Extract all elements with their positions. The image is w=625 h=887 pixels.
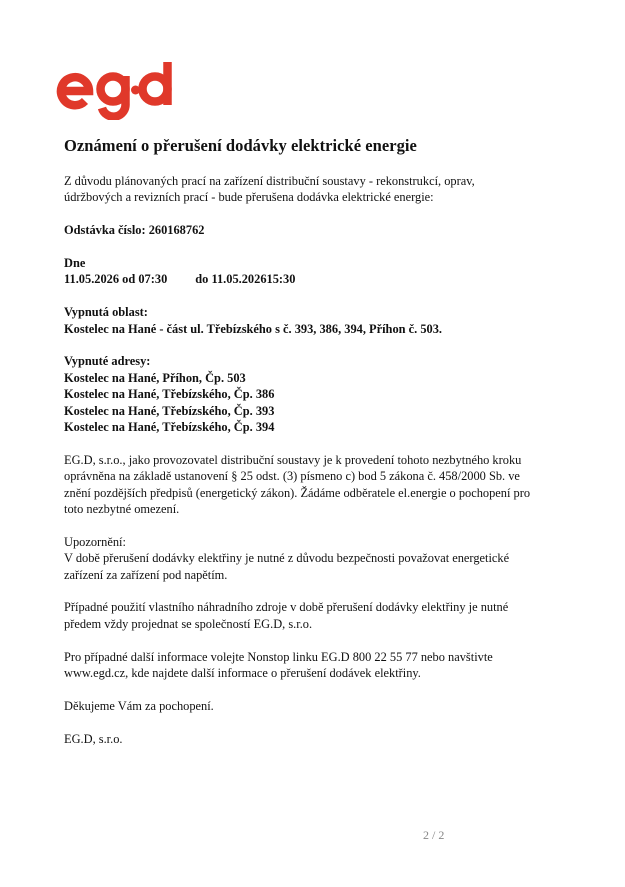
outage-number [64,222,564,238]
date-label: Dne [64,256,86,270]
intro-line: údržbových a revizních prací - bude přerušena dodávka elektrické energie: [64,190,434,205]
address-item: Kostelec na Hané, Třebízského, Čp. 394 [64,420,275,435]
page-number: 2 / 2 [423,828,445,842]
address-item: Kostelec na Hané, Třebízského, Čp. 393 [64,403,275,418]
info-line: Pro případné další informace volejte Nonstop linku EG.D 800 22 55 77 nebo navštivte [64,649,493,664]
signature: EG.D, s.r.o. [64,731,123,746]
outage-date [64,255,564,288]
legal-line: toto nezbytné omezení. [64,502,180,517]
backup-line: předem vždy projednat se společností EG.D, s.r.o. [64,616,313,631]
egd-logo [56,58,176,120]
info-line: www.egd.cz, kde najdete další informace o přerušení dodávek elektřiny. [64,666,421,681]
egd-logo-icon [56,58,176,120]
date-to: do 11.05.202615:30 [195,272,296,287]
backup-source-paragraph [64,599,564,632]
address-item: Kostelec na Hané, Příhon, Čp. 503 [64,370,246,385]
legal-line: oprávněna na základě ustanovení § 25 odst. (3) písmeno c) bod 5 zákona č. 458/2000 Sb. ve [64,469,520,484]
affected-area [64,304,564,337]
date-from: 11.05.2026 od 07:30 [64,272,168,287]
thanks-paragraph: Děkujeme Vám za pochopení. [64,698,214,713]
outage-number-label: Odstávka číslo: [64,223,146,238]
info-paragraph [64,649,564,682]
backup-line: Případné použití vlastního náhradního zdroje v době přerušení dodávky elektřiny je nutné [64,600,509,615]
area-label: Vypnutá oblast: [64,305,148,320]
legal-line: znění pozdějších předpisů (energetický zákon). Žádáme odběratele el.energie o pochopení pro [64,485,531,500]
warning-line: zařízení za zařízení pod napětím. [64,567,228,582]
date-range [64,271,564,287]
legal-paragraph [64,452,564,518]
area-value: Kostelec na Hané - část ul. Třebízského s č. 393, 386, 394, Příhon č. 503. [64,321,443,336]
warning-label: Upozornění: [64,534,126,549]
addresses-label: Vypnuté adresy: [64,354,151,369]
warning-paragraph [64,534,564,583]
legal-line: EG.D, s.r.o., jako provozovatel distribuční soustavy je k provedení tohoto nezbytného kroku [64,452,522,467]
address-item: Kostelec na Hané, Třebízského, Čp. 386 [64,387,275,402]
notice-document [64,135,564,763]
outage-number-value: 260168762 [148,223,205,238]
warning-line: V době přerušení dodávky elektřiny je nutné z důvodu bezpečnosti považovat energetické [64,551,510,566]
intro-paragraph [64,173,564,206]
intro-line: Z důvodu plánovaných prací na zařízení distribuční soustavy - rekonstrukcí, oprav, [64,174,475,188]
document-title: Oznámení o přerušení dodávky elektrické energie [64,136,417,155]
affected-addresses [64,353,564,435]
